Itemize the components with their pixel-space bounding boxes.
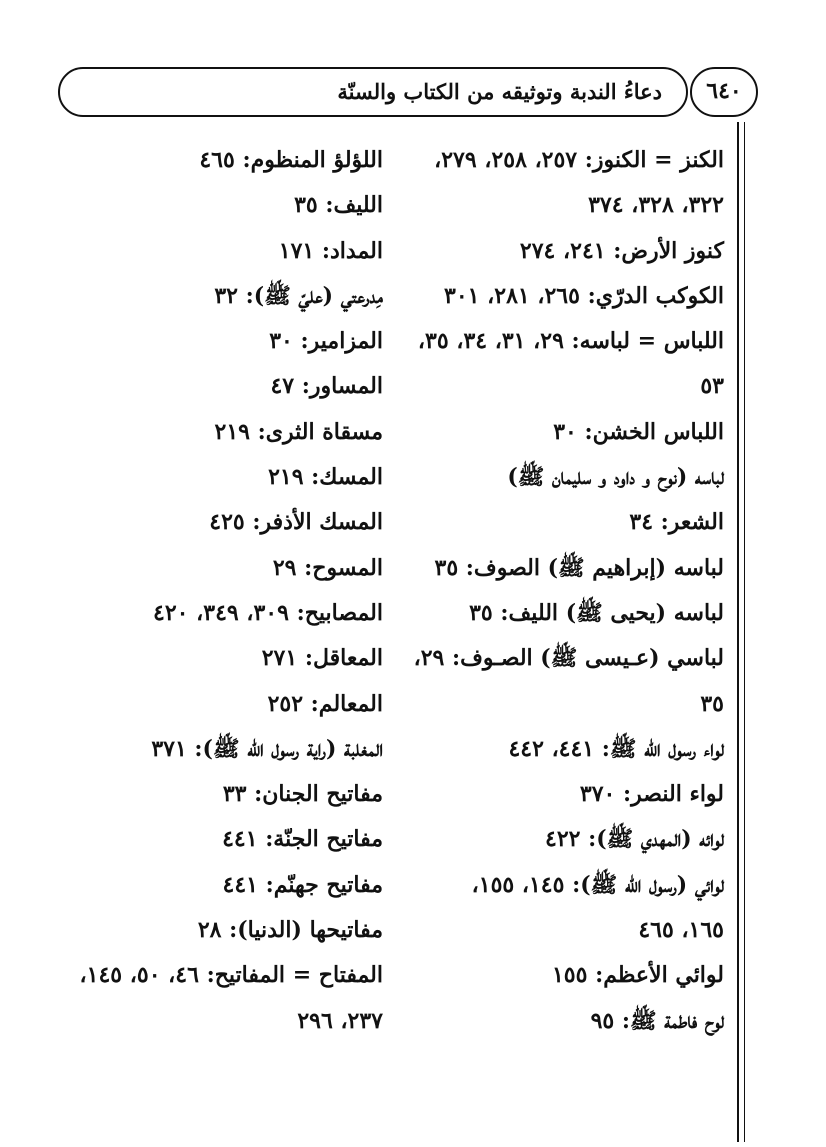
index-entry: مِدرعتي (عليّ ﷺ): ٣٢: [214, 282, 383, 309]
index-entry: ٢٣٧، ٢٩٦: [297, 1007, 383, 1034]
index-entry: مفاتيح الجنّة: ٤٤١: [222, 826, 383, 853]
margin-rule-inner: [744, 122, 745, 1142]
index-entry: المزامير: ٣٠: [269, 328, 383, 355]
index-entry: المعالم: ٢٥٢: [267, 690, 383, 717]
index-entry: لوائي الأعظم: ١٥٥: [551, 962, 724, 989]
index-entry: المغلبة (راية رسول الله ﷺ): ٣٧١: [151, 735, 383, 762]
margin-rule-outer: [737, 122, 739, 1142]
index-entry: الشعر: ٣٤: [629, 509, 724, 536]
index-entry: مفاتيح الجنان: ٣٣: [222, 781, 383, 808]
index-entry: المسك الأذفر: ٤٢٥: [209, 509, 383, 536]
index-column-right: [394, 138, 724, 1044]
header-title: دعاءُ الندبة وتوثيقه من الكتاب والسنّة: [337, 79, 662, 104]
index-entry: المسوح: ٢٩: [272, 554, 383, 581]
index-entry: لواء النصر: ٣٧٠: [579, 781, 724, 808]
index-entry: المعاقل: ٢٧١: [261, 645, 383, 672]
index-entry: اللؤلؤ المنظوم: ٤٦٥: [199, 147, 383, 173]
index-entry: المسك: ٢١٩: [268, 464, 383, 491]
index-entry: لباسي (عـيسى ﷺ) الصـوف: ٢٩،: [413, 645, 724, 672]
index-entry: اللباس الخشن: ٣٠: [553, 418, 724, 445]
index-entry: المصابيح: ٣٠٩، ٣٤٩، ٤٢٠: [153, 599, 383, 626]
index-entry: كنوز الأرض: ٢٤١، ٢٧٤: [519, 237, 724, 264]
index-entry: المفتاح = المفاتيح: ٤٦، ٥٠، ١٤٥،: [79, 962, 383, 989]
index-entry: مسقاة الثرى: ٢١٩: [214, 418, 383, 445]
index-entry: لوح فاطمة ﷺ: ٩٥: [590, 1007, 724, 1034]
index-entry: مفاتيح جهنّم: ٤٤١: [222, 871, 383, 898]
index-entry: مفاتيحها (الدنيا): ٢٨: [197, 917, 383, 944]
index-entry: ٥٣: [700, 373, 724, 400]
index-entry: المداد: ١٧١: [278, 237, 383, 264]
index-entry: المساور: ٤٧: [270, 373, 383, 400]
index-column-left: [13, 138, 383, 1044]
index-entry: لباسه (نوح و داود و سليمان ﷺ): [507, 464, 724, 491]
index-entry: الليف: ٣٥: [294, 192, 383, 219]
index-entry: ٣٥: [700, 690, 724, 717]
index-entry: ٣٢٢، ٣٢٨، ٣٧٤: [588, 192, 724, 219]
page-number: ٦٤٠: [690, 67, 758, 117]
index-entry: ١٦٥، ٤٦٥: [638, 917, 724, 944]
running-header: [58, 67, 688, 117]
index-entry: اللباس = لباسه: ٢٩، ٣١، ٣٤، ٣٥،: [417, 328, 724, 355]
index-entry: لواء رسول الله ﷺ: ٤٤١، ٤٤٢: [508, 735, 724, 762]
index-entry: الكنز = الكنوز: ٢٥٧، ٢٥٨، ٢٧٩،: [434, 147, 724, 173]
index-entry: الكوكب الدرّي: ٢٦٥، ٢٨١، ٣٠١: [444, 282, 724, 309]
index-entry: لوائي (رسول الله ﷺ): ١٤٥، ١٥٥،: [471, 871, 724, 898]
index-entry: لوائه (المهدي ﷺ): ٤٢٢: [545, 826, 724, 853]
index-entry: لباسه (إبراهيم ﷺ) الصوف: ٣٥: [434, 554, 724, 581]
index-entry: لباسه (يحيى ﷺ) الليف: ٣٥: [469, 599, 724, 626]
